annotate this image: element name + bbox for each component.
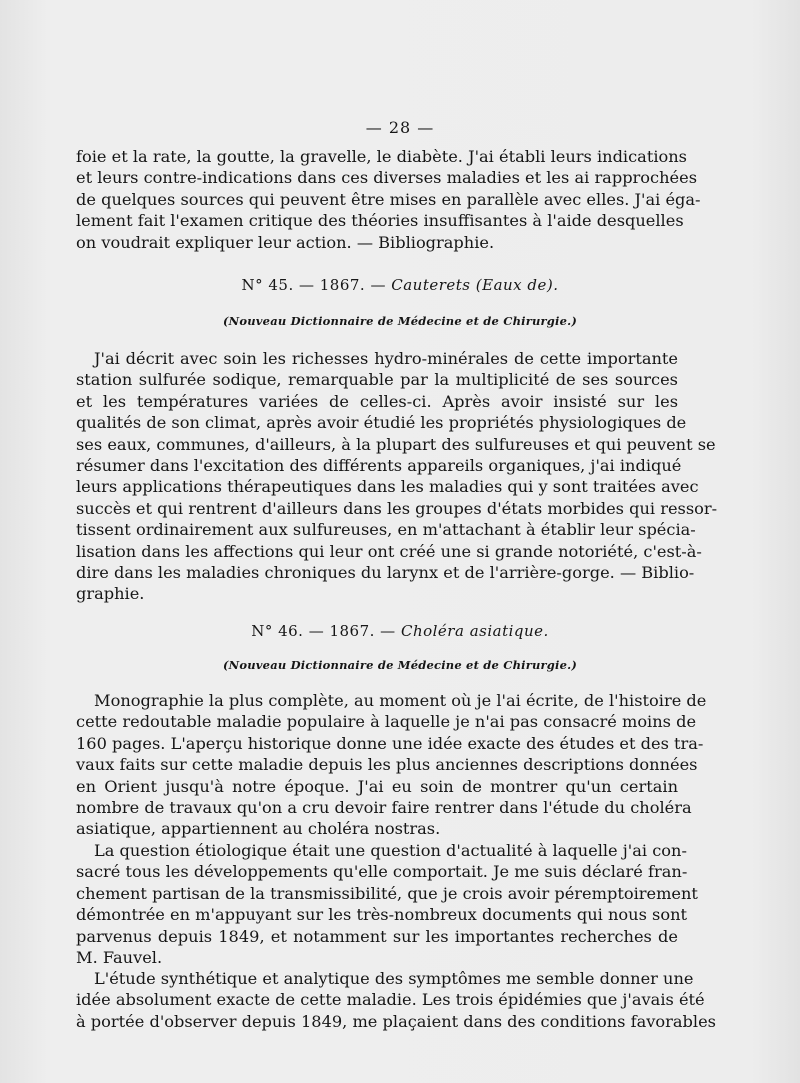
text-line: 160 pages. L'aperçu historique donne une idée exacte des études et des tra- (76, 733, 704, 753)
entry-46-paragraph-3 (76, 968, 716, 1032)
entry-45-heading (0, 276, 800, 294)
text-line: cette redoutable maladie populaire à laquelle je n'ai pas consacré moins de (76, 712, 697, 732)
text-line: nombre de travaux qu'on a cru devoir faire rentrer dans l'étude du choléra (76, 798, 692, 818)
text-line: chement partisan de la transmissibilité, que je crois avoir péremptoirement (76, 883, 698, 903)
text-line: station sulfurée sodique, remarquable par la multiplicité de ses sources (76, 370, 678, 390)
text-line: idée absolument exacte de cette maladie. Les trois épidémies que j'avais été (76, 990, 705, 1010)
text-line: foie et la rate, la goutte, la gravelle, le diabète. J'ai établi leurs indications (76, 147, 687, 166)
text-line: en Orient jusqu'à notre époque. J'ai eu soin de montrer qu'un certain (76, 776, 678, 796)
text-line: sacré tous les développements qu'elle comportait. Je me suis déclaré fran- (76, 862, 688, 882)
text-line: tissent ordinairement aux sulfureuses, en m'attachant à établir leur spécia- (76, 520, 696, 540)
text-line: lisation dans les affections qui leur ont créé une si grande notoriété, c'est-à- (76, 541, 702, 561)
text-line: parvenus depuis 1849, et notamment sur les importantes recherches de (76, 926, 678, 946)
text-line: on voudrait expliquer leur action. — Bibliographie. (76, 232, 495, 252)
text-line: graphie. (76, 584, 145, 604)
entry-46-heading (0, 622, 800, 640)
text-line: dire dans les maladies chroniques du larynx et de l'arrière-gorge. — Biblio- (76, 563, 695, 583)
text-line: J'ai décrit avec soin les richesses hydro-minérales de cette importante (94, 349, 678, 368)
text-line: La question étiologique était une question d'actualité à laquelle j'ai con- (94, 841, 687, 860)
text-line: et les températures variées de celles-ci. Après avoir insisté sur les (76, 391, 678, 411)
entry-46-title: Choléra asiatique. (400, 622, 549, 640)
text-line: L'étude synthétique et analytique des symptômes me semble donner une (94, 969, 694, 988)
text-line: succès et qui rentrent d'ailleurs dans les groupes d'états morbides qui ressor- (76, 498, 718, 518)
entry-45-number: N° 45. — 1867. — (241, 276, 386, 294)
text-line: vaux faits sur cette maladie depuis les plus anciennes descriptions données (76, 755, 698, 775)
entry-46-paragraph-2 (76, 840, 698, 968)
entry-46-paragraph-1 (76, 690, 707, 840)
text-line: résumer dans l'excitation des différents appareils organiques, j'ai indiqué (76, 456, 682, 476)
text-line: lement fait l'examen critique des théories insuffisantes à l'aide desquelles (76, 211, 684, 231)
entry-46-source: (Nouveau Dictionnaire de Médecine et de Chirurgie.) (223, 658, 577, 672)
intro-paragraph (76, 146, 701, 253)
text-line: Monographie la plus complète, au moment où je l'ai écrite, de l'histoire de (94, 691, 707, 710)
text-line: asiatique, appartiennent au choléra nostras. (76, 819, 441, 839)
text-line: M. Fauvel. (76, 948, 163, 968)
entry-45-title: Cauterets (Eaux de). (391, 276, 559, 294)
text-line: leurs applications thérapeutiques dans les maladies qui y sont traitées avec (76, 477, 699, 497)
text-line: qualités de son climat, après avoir étudié les propriétés physiologiques de (76, 413, 687, 433)
entry-45-source: (Nouveau Dictionnaire de Médecine et de Chirurgie.) (223, 314, 577, 328)
text-line: ses eaux, communes, d'ailleurs, à la plupart des sulfureuses et qui peuvent se (76, 434, 716, 454)
entry-45-paragraph (76, 348, 718, 605)
text-line: de quelques sources qui peuvent être mises en parallèle avec elles. J'ai éga- (76, 189, 701, 209)
text-line: démontrée en m'appuyant sur les très-nombreux documents qui nous sont (76, 905, 688, 925)
text-line: à portée d'observer depuis 1849, me plaçaient dans des conditions favorables (76, 1011, 716, 1031)
entry-46-number: N° 46. — 1867. — (251, 622, 396, 640)
page-number: — 28 — (365, 118, 435, 137)
text-line: et leurs contre-indications dans ces diverses maladies et les ai rapprochées (76, 168, 697, 188)
